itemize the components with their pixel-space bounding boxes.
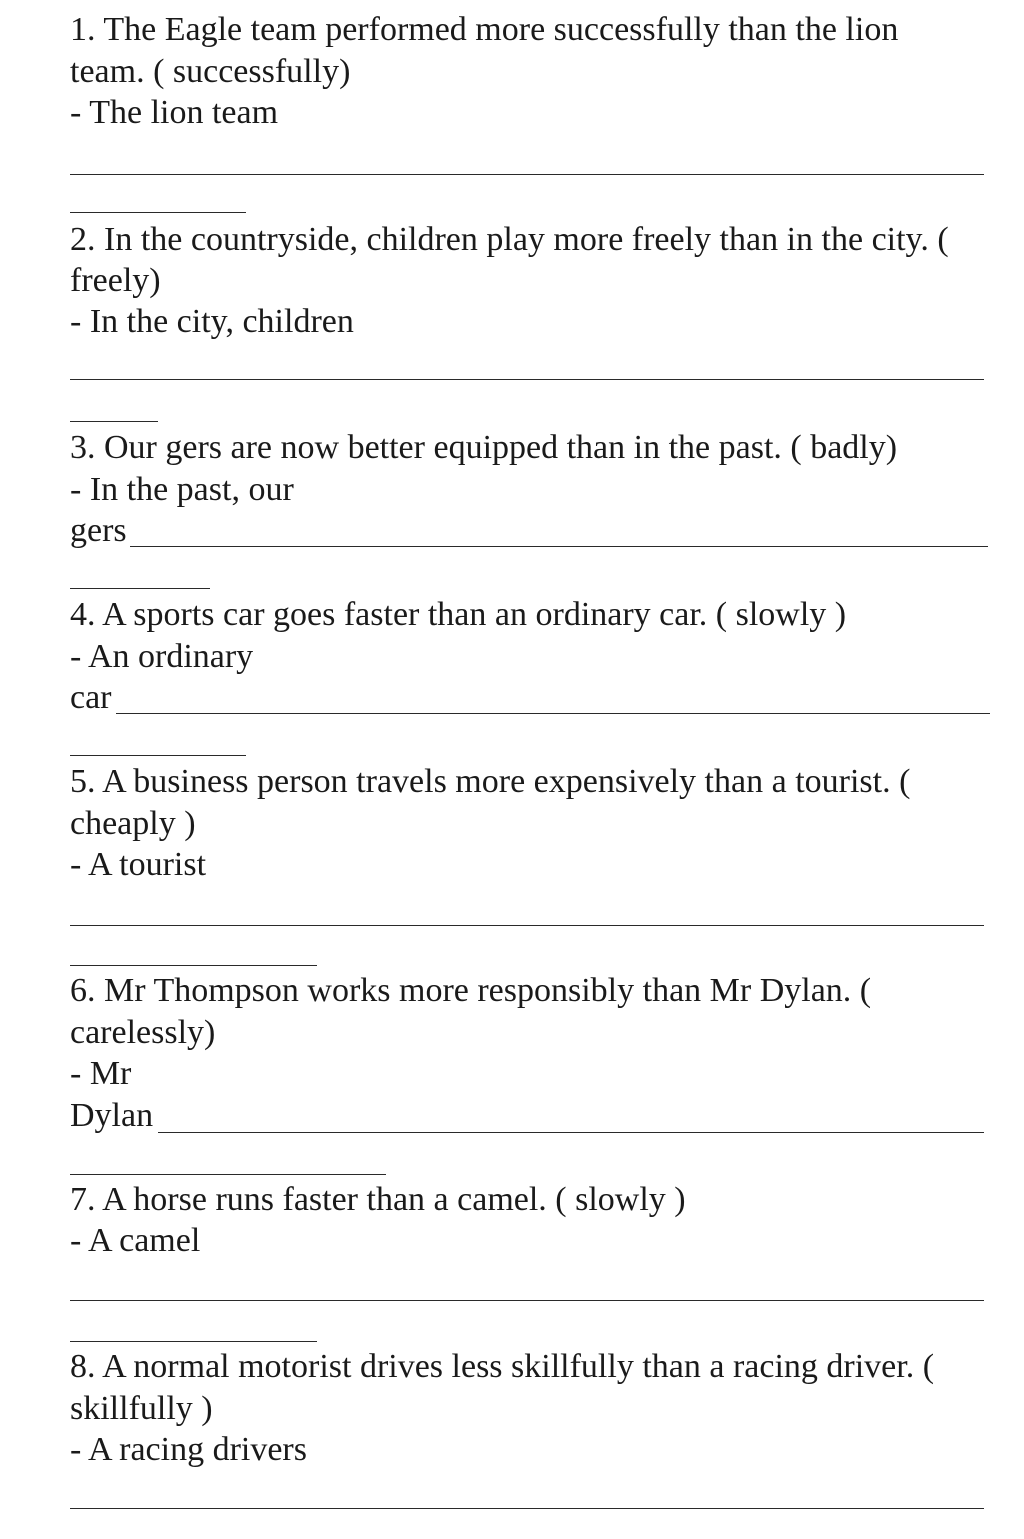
exercise-4-prompt: - An ordinary xyxy=(70,638,254,675)
exercise-8-answer-line[interactable] xyxy=(70,1508,984,1509)
exercise-2-sentence-line2: freely) xyxy=(70,262,161,299)
exercise-1-answer-line[interactable] xyxy=(70,174,984,175)
exercise-1-prompt: - The lion team xyxy=(70,94,279,131)
exercise-6-prompt-cont: Dylan xyxy=(70,1097,154,1134)
exercise-3-answer-line[interactable] xyxy=(130,546,988,547)
exercise-8-sentence-line1: 8. A normal motorist drives less skillfully than a racing driver. ( xyxy=(70,1348,935,1385)
exercise-4-sentence-line1: 4. A sports car goes faster than an ordinary car. ( slowly ) xyxy=(70,596,847,633)
exercise-6-answer-line[interactable] xyxy=(158,1132,984,1133)
exercise-3-prompt-cont: gers xyxy=(70,512,127,549)
exercise-3-answer-line-short[interactable] xyxy=(70,588,210,589)
exercise-6-prompt: - Mr xyxy=(70,1055,132,1092)
exercise-8-prompt: - A racing drivers xyxy=(70,1431,307,1468)
exercise-4-answer-line[interactable] xyxy=(116,713,990,714)
exercise-5-sentence-line2: cheaply ) xyxy=(70,805,196,842)
exercise-5-answer-line[interactable] xyxy=(70,925,984,926)
exercise-7-prompt: - A camel xyxy=(70,1222,201,1259)
exercise-5-prompt: - A tourist xyxy=(70,846,207,883)
exercise-4-answer-line-short[interactable] xyxy=(70,755,246,756)
exercise-6-sentence-line1: 6. Mr Thompson works more responsibly than Mr Dylan. ( xyxy=(70,972,872,1009)
exercise-8-sentence-line2: skillfully ) xyxy=(70,1390,213,1427)
exercise-3-prompt: - In the past, our xyxy=(70,471,294,508)
exercise-5-sentence-line1: 5. A business person travels more expensively than a tourist. ( xyxy=(70,763,911,800)
exercise-7-sentence-line1: 7. A horse runs faster than a camel. ( slowly ) xyxy=(70,1181,686,1218)
exercise-7-answer-line-short[interactable] xyxy=(70,1341,317,1342)
exercise-2-prompt: - In the city, children xyxy=(70,303,354,340)
exercise-3-sentence-line1: 3. Our gers are now better equipped than in the past. ( badly) xyxy=(70,429,898,466)
exercise-2-answer-line-short[interactable] xyxy=(70,421,158,422)
exercise-6-answer-line-short[interactable] xyxy=(70,1174,386,1175)
exercise-6-sentence-line2: carelessly) xyxy=(70,1014,216,1051)
exercise-2-answer-line[interactable] xyxy=(70,379,984,380)
exercise-1-answer-line-short[interactable] xyxy=(70,212,246,213)
exercise-1-sentence-line2: team. ( successfully) xyxy=(70,53,351,90)
exercise-4-prompt-cont: car xyxy=(70,679,112,716)
exercise-7-answer-line[interactable] xyxy=(70,1300,984,1301)
exercise-5-answer-line-short[interactable] xyxy=(70,965,317,966)
exercise-2-sentence-line1: 2. In the countryside, children play more freely than in the city. ( xyxy=(70,221,949,258)
exercise-1-sentence-line1: 1. The Eagle team performed more successfully than the lion xyxy=(70,11,899,48)
